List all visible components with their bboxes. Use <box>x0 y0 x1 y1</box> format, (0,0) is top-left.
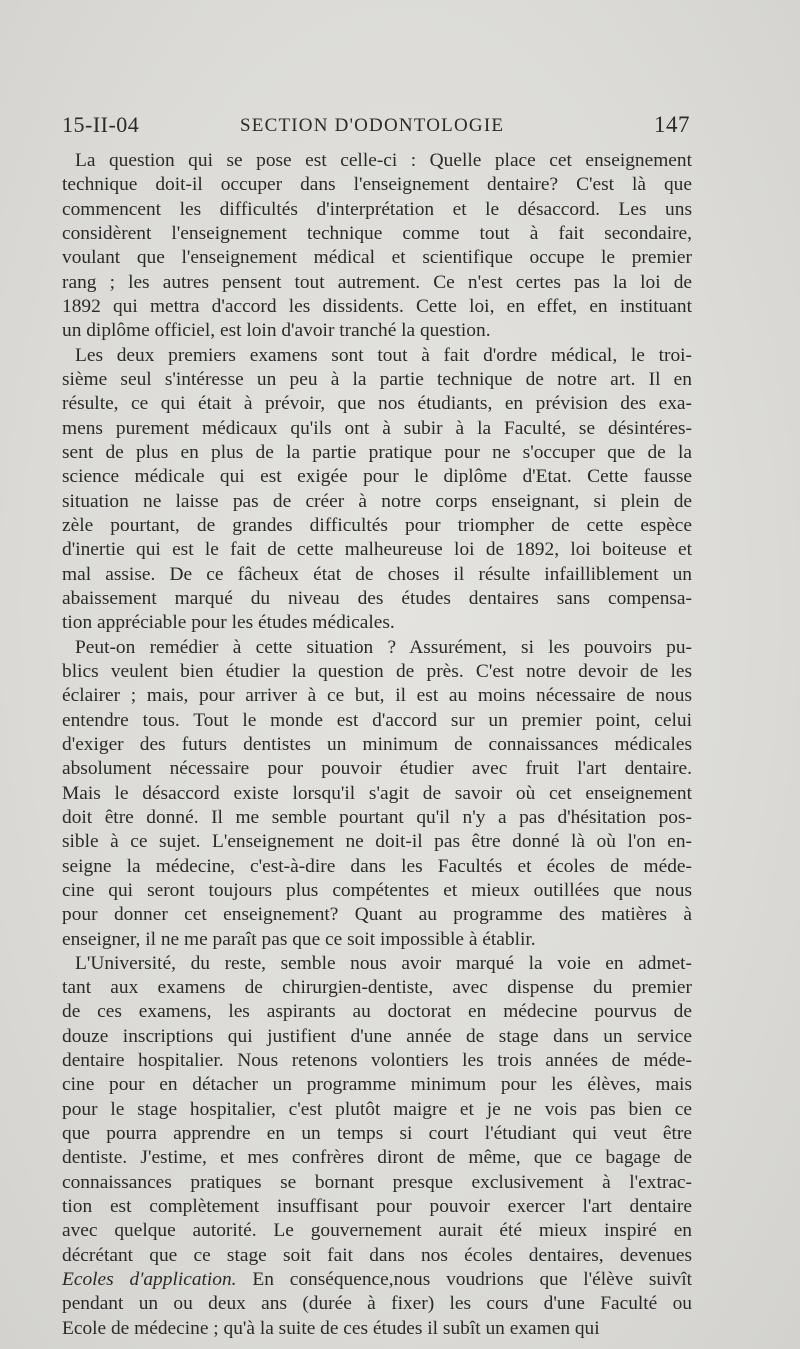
text-line: Les deux premiers examens sont tout à fait d'ordre médical, le troi- <box>75 344 692 366</box>
paragraph <box>62 636 692 952</box>
text-line <box>62 1268 692 1292</box>
text-line: sent de plus en plus de la partie pratique pour ne s'occuper que de la <box>62 441 692 463</box>
text-line: sième seul s'intéresse un peu à la partie technique de notre art. Il en <box>62 368 692 390</box>
text-line: de ces examens, les aspirants au doctorat en médecine pourvus de <box>62 1001 692 1023</box>
body-text <box>62 149 692 1341</box>
text-line: situation ne laisse pas de créer à notre corps enseignant, si plein de <box>62 490 692 512</box>
text-line: tant aux examens de chirurgien-dentiste, avec dispense du premier <box>62 977 692 999</box>
text-line: que pourra apprendre en un temps si court l'étudiant qui veut être <box>62 1123 692 1145</box>
text-line: technique doit-il occuper dans l'enseignement dentaire? C'est là que <box>62 174 692 196</box>
text-line: d'inertie qui est le fait de cette malheureuse loi de 1892, loi boiteuse et <box>62 539 692 561</box>
text-line: commencent les difficultés d'interprétation et le désaccord. Les uns <box>62 198 692 220</box>
text-line: abaissement marqué du niveau des études dentaires sans compensa- <box>62 587 692 609</box>
text-line: éclairer ; mais, pour arriver à ce but, il est au moins nécessaire de nous <box>62 685 692 707</box>
paragraph <box>62 149 692 344</box>
italic-phrase: Ecoles d'application. <box>62 1269 237 1291</box>
text-line: La question qui se pose est celle-ci : Quelle place cet enseignement <box>75 150 692 171</box>
text-line: L'Université, du reste, semble nous avoir marqué la voie en admet- <box>75 952 692 974</box>
text-line: tion appréciable pour les études médicales. <box>62 612 395 634</box>
paragraph <box>62 952 692 1341</box>
text-line: dentiste. J'estime, et mes confrères diront de même, que ce bagage de <box>62 1147 692 1169</box>
text-line: cine pour en détacher un programme minimum pour les élèves, mais <box>62 1074 692 1096</box>
text-line: zèle pourtant, de grandes difficultés pour triompher de cette espèce <box>62 514 692 536</box>
text-line: pour donner cet enseignement? Quant au programme des matières à <box>62 904 692 926</box>
text-line: Peut-on remédier à cette situation ? Assurément, si les pouvoirs pu- <box>75 636 692 658</box>
issue-date: 15-II-04 <box>62 112 140 137</box>
text-line: blics veulent bien étudier la question de près. C'est notre devoir de les <box>62 660 692 682</box>
text-line: résulte, ce qui était à prévoir, que nos étudiants, en prévision des exa- <box>62 393 692 415</box>
running-head <box>62 112 690 142</box>
text-line: doit être donné. Il me semble pourtant qu'il n'y a pas d'hésitation pos- <box>62 806 692 828</box>
page-number: 147 <box>654 112 690 137</box>
text-line: absolument nécessaire pour pouvoir étudier avec fruit l'art dentaire. <box>62 758 692 780</box>
text-line: enseigner, il ne me paraît pas que ce soit impossible à établir. <box>62 928 536 950</box>
text-line: rang ; les autres pensent tout autrement. Ce n'est certes pas la loi de <box>62 271 692 293</box>
text-line: décrétant que ce stage soit fait dans nos écoles dentaires, devenues <box>62 1244 692 1266</box>
text-line: entendre tous. Tout le monde est d'accord sur un premier point, celui <box>62 709 692 731</box>
text-line: connaissances pratiques se bornant presque exclusivement à l'extrac- <box>62 1171 692 1193</box>
text-line: 1892 qui mettra d'accord les dissidents. Cette loi, en effet, en instituant <box>62 295 692 317</box>
text-line: Ecole de médecine ; qu'à la suite de ces études il subît un examen qui <box>62 1317 600 1339</box>
text-line: seigne la médecine, c'est-à-dire dans les Facultés et écoles de méde- <box>62 855 692 877</box>
text-line: dentaire hospitalier. Nous retenons volontiers les trois années de méde- <box>62 1050 692 1072</box>
text-line: voulant que l'enseignement médical et scientifique occupe le premier <box>62 247 692 269</box>
text-line: cine qui seront toujours plus compétentes et mieux outillées que nous <box>62 879 692 901</box>
text-line: douze inscriptions qui justifient d'une année de stage dans un service <box>62 1025 692 1047</box>
text-line: avec quelque autorité. Le gouvernement aurait été mieux inspiré en <box>62 1220 692 1242</box>
text-line: science médicale qui est exigée pour le diplôme d'Etat. Cette fausse <box>62 466 692 488</box>
text-line: d'exiger des futurs dentistes un minimum de connaissances médicales <box>62 733 692 755</box>
text-line: tion est complètement insuffisant pour pouvoir exercer l'art dentaire <box>62 1196 692 1218</box>
text-line: sible à ce sujet. L'enseignement ne doit-il pas être donné là où l'on en- <box>62 831 692 853</box>
text-line: pendant un ou deux ans (durée à fixer) les cours d'une Faculté ou <box>62 1293 692 1315</box>
text-line: un diplôme officiel, est loin d'avoir tranché la question. <box>62 320 491 342</box>
paragraph <box>62 344 692 636</box>
text-line: Mais le désaccord existe lorsqu'il s'agit de savoir où cet enseignement <box>62 782 692 804</box>
text-line: mal assise. De ce fâcheux état de choses il résulte infailliblement un <box>62 563 692 585</box>
text-line: mens purement médicaux qu'ils ont à subir à la Faculté, se désintéres- <box>62 417 692 439</box>
section-title: SECTION D'ODONTOLOGIE <box>240 115 505 136</box>
text-line: pour le stage hospitalier, c'est plutôt maigre et je ne vois pas bien ce <box>62 1098 692 1120</box>
line-remainder: En conséquence,nous voudrions que l'élève suivît <box>236 1269 692 1291</box>
text-line: considèrent l'enseignement technique comme tout à fait secondaire, <box>62 222 692 244</box>
